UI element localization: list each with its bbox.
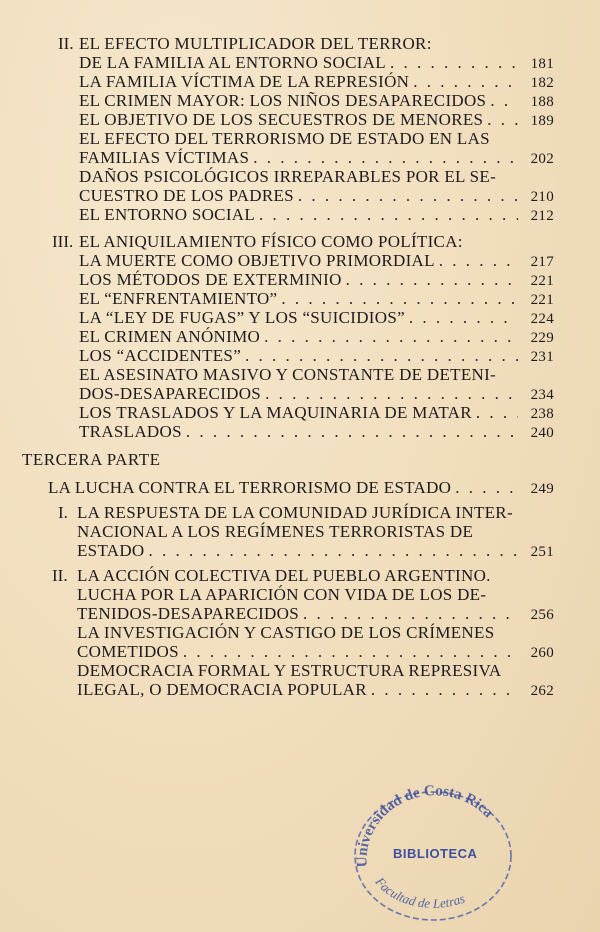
leader-dots (390, 53, 518, 73)
toc-entry: DAÑOS PSICOLÓGICOS IRREPARABLES POR EL SE- (79, 167, 497, 186)
leader-dots (439, 251, 518, 271)
page-number: 189 (530, 113, 554, 129)
toc-entry: DE LA FAMILIA AL ENTORNO SOCIAL . . . 181 (79, 53, 554, 74)
page-number: 238 (530, 406, 554, 422)
toc-entry: EL ASESINATO MASIVO Y CONSTANTE DE DETENI- (79, 365, 497, 384)
toc-entry: EL EFECTO MULTIPLICADOR DEL TERROR: (79, 34, 432, 53)
toc-entry: LA MUERTE COMO OBJETIVO PRIMORDIAL . . . 217 (79, 251, 554, 272)
toc-entry: NACIONAL A LOS REGÍMENES TERRORISTAS DE (77, 522, 474, 541)
toc-entry: EL OBJETIVO DE LOS SECUESTROS DE MENORES . . . 189 (79, 110, 554, 131)
toc-entry: FAMILIAS VÍCTIMAS . . . 202 (79, 148, 554, 169)
toc-entry: ILEGAL, O DEMOCRACIA POPULAR . . . 262 (77, 680, 554, 701)
page-number: 202 (530, 151, 554, 167)
leader-dots (409, 308, 518, 328)
leader-dots (298, 186, 518, 206)
page-number: 231 (530, 349, 554, 365)
roman-numeral: II. (52, 566, 68, 585)
toc-entry: EL “ENFRENTAMIENTO” . . . 221 (79, 289, 554, 310)
toc-entry: LA LUCHA CONTRA EL TERRORISMO DE ESTADO . . . 249 (48, 478, 554, 499)
toc-entry: TRASLADOS . . . 240 (79, 422, 554, 443)
leader-dots (371, 680, 518, 700)
toc-entry: LOS TRASLADOS Y LA MAQUINARIA DE MATAR . . . 238 (79, 403, 554, 424)
part-heading: TERCERA PARTE (22, 450, 161, 469)
toc-entry: LA RESPUESTA DE LA COMUNIDAD JURÍDICA INTER- (77, 503, 513, 522)
leader-dots (149, 541, 519, 561)
page-number: 229 (530, 330, 554, 346)
leader-dots (346, 270, 518, 290)
toc-entry: TENIDOS-DESAPARECIDOS . . . 256 (77, 604, 554, 625)
library-stamp (345, 772, 517, 922)
toc-entry: EL EFECTO DEL TERRORISMO DE ESTADO EN LAS (79, 129, 490, 148)
leader-dots (303, 604, 518, 624)
stamp-top-text: Universidad de Costa Rica (354, 783, 497, 868)
page-number: 217 (530, 254, 554, 270)
page-number: 249 (530, 481, 554, 497)
toc-entry: LA ACCIÓN COLECTIVA DEL PUEBLO ARGENTINO. (77, 566, 491, 585)
leader-dots (183, 642, 518, 662)
leader-dots (245, 346, 518, 366)
toc-entry: EL CRIMEN MAYOR: LOS NIÑOS DESAPARECIDOS . . . 188 (79, 91, 554, 112)
leader-dots (264, 327, 518, 347)
roman-numeral: III. (52, 232, 74, 251)
leader-dots (455, 478, 518, 498)
toc-entry: CUESTRO DE LOS PADRES . . . 210 (79, 186, 554, 207)
toc-entry: DOS-DESAPARECIDOS . . . 234 (79, 384, 554, 405)
leader-dots (253, 148, 518, 168)
toc-entry: EL ANIQUILAMIENTO FÍSICO COMO POLÍTICA: (79, 232, 463, 251)
toc-entry: LA INVESTIGACIÓN Y CASTIGO DE LOS CRÍMENES (77, 623, 495, 642)
page-number: 181 (530, 56, 554, 72)
leader-dots (487, 110, 518, 130)
toc-entry: ESTADO . . . 251 (77, 541, 554, 562)
toc-entry: DEMOCRACIA FORMAL Y ESTRUCTURA REPRESIVA (77, 661, 502, 680)
page-number: 262 (530, 683, 554, 699)
toc-entry: EL CRIMEN ANÓNIMO . . . 229 (79, 327, 554, 348)
stamp-center-text: BIBLIOTECA (393, 846, 478, 861)
toc-entry: COMETIDOS . . . 260 (77, 642, 554, 663)
page-number: 221 (530, 292, 554, 308)
page-number: 251 (530, 544, 554, 560)
leader-dots (186, 422, 518, 442)
roman-numeral: I. (58, 503, 68, 522)
page-number: 224 (530, 311, 554, 327)
leader-dots (265, 384, 518, 404)
toc-entry: LOS MÉTODOS DE EXTERMINIO . . . 221 (79, 270, 554, 291)
page-number: 182 (530, 75, 554, 91)
stamp-bottom-text: Facultad de Letras (372, 874, 467, 911)
page-number: 240 (530, 425, 554, 441)
page-number: 188 (530, 94, 554, 110)
roman-numeral: II. (58, 34, 74, 53)
toc-entry: LA “LEY DE FUGAS” Y LOS “SUICIDIOS” . . . 224 (79, 308, 554, 329)
leader-dots (259, 205, 518, 225)
leader-dots (490, 91, 518, 111)
svg-text:Facultad de Letras (372, 873, 467, 911)
page-number: 234 (530, 387, 554, 403)
toc-entry: EL ENTORNO SOCIAL . . . 212 (79, 205, 554, 226)
page-number: 256 (530, 607, 554, 623)
page-number: 212 (530, 208, 554, 224)
leader-dots (281, 289, 518, 309)
toc-entry: LA FAMILIA VÍCTIMA DE LA REPRESIÓN . . . 182 (79, 72, 554, 93)
page-number: 221 (530, 273, 554, 289)
page-number: 210 (530, 189, 554, 205)
toc-entry: LUCHA POR LA APARICIÓN CON VIDA DE LOS DE- (77, 585, 487, 604)
toc-entry: LOS “ACCIDENTES” . . . 231 (79, 346, 554, 367)
page-number: 260 (530, 645, 554, 661)
leader-dots (413, 72, 518, 92)
leader-dots (476, 403, 518, 423)
